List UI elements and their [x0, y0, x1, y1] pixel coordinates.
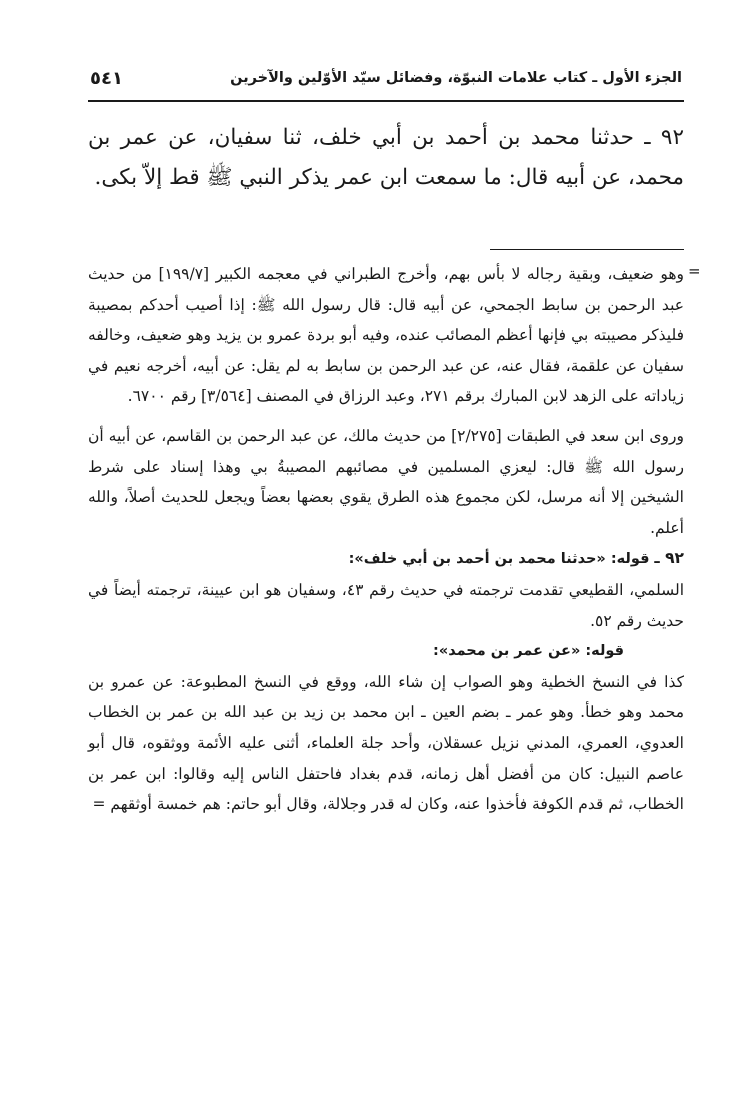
commentary-heading-1 — [88, 543, 684, 575]
hadith-text: ٩٢ ـ حدثنا محمد بن أحمد بن أبي خلف، ثنا سفيان، عن عمر بن محمد، عن أبيه قال: ما سمعت ابن عمر يذكر النبي ﷺ قط إلاّ بكى. — [88, 125, 684, 190]
page-number: ٥٤١ — [90, 68, 123, 89]
running-title: الجزء الأول ـ كتاب علامات النبوّة، وفضائل سيّد الأوّلين والآخرين — [230, 70, 682, 86]
footnote-paragraph-2: وروى ابن سعد في الطبقات [٢/٢٧٥] من حديث مالك، عن عبد الرحمن بن القاسم، عن أبيه أن رسول الله ﷺ قال: ليعزي المسلمين في مصائبهم المصيبةُ بي وهذا إسناد على شرط الشيخين إلا أنه مرسل، لكن مجموع هذه الطرق يقوي بعضها بعضاً ويجعل للحديث أصلاً، والله أعلم. — [88, 426, 684, 537]
commentary-heading-2: قوله: «عن عمر بن محمد»: — [433, 643, 624, 660]
commentary-number: ٩٢ ـ — [654, 549, 684, 568]
footnotes — [88, 259, 684, 820]
footnote-paragraph-1: وهو ضعيف، وبقية رجاله لا بأس بهم، وأخرج الطبراني في معجمه الكبير [١٩٩/٧] من حديث عبد الرحمن بن سابط الجمحي، عن أبيه قال: قال رسول الله ﷺ: إذا أصيب أحدكم بمصيبة فليذكر مصيبته بي فإنها أعظم المصائب عنده، وفيه أبو بردة عمرو بن يزيد وهو ضعيف، وخالفه سفيان عن علقمة، فقال عنه، عن عبد الرحمن بن سابط به لم يقل: عن أبيه، أخرجه نعيم في زياداته على الزهد لابن المبارك برقم ٢٧١، وعبد الرزاق في المصنف [٣/٥٦٤] رقم ٦٧٠٠. — [88, 265, 684, 406]
commentary-paragraph-2: كذا في النسخ الخطية وهو الصواب إن شاء الله، ووقع في النسخ المطبوعة: عن عمرو بن محمد وهو خطأ. وهو عمر ـ بضم العين ـ ابن محمد بن زيد بن عبد الله بن عمر بن الخطاب العدوي، العمري، المدني نزيل عسقلان، وأحد جلة العلماء، أثنى عليه الأئمة ووثقوه، قال أبو عاصم النبيل: كان من أفضل أهل زمانه، قدم بغداد فاحتفل الناس إليه وقالوا: ابن عمر بن الخطاب، ثم قدم الكوفة فأخذوا عنه، وكان له قدر وجلالة، وقال أبو حاتم: هم خمسة أوثقهم = — [88, 672, 684, 814]
commentary-paragraph-1: السلمي، القطيعي تقدمت ترجمته في حديث رقم ٤٣، وسفيان هو ابن عيينة، ترجمته أيضاً في حديث رقم ٥٢. — [88, 580, 684, 630]
commentary-heading-1-text: قوله: «حدثنا محمد بن أحمد بن أبي خلف»: — [348, 551, 650, 568]
continuation-mark: = — [688, 262, 701, 280]
footnote-separator — [490, 249, 684, 250]
page-header — [88, 66, 684, 102]
